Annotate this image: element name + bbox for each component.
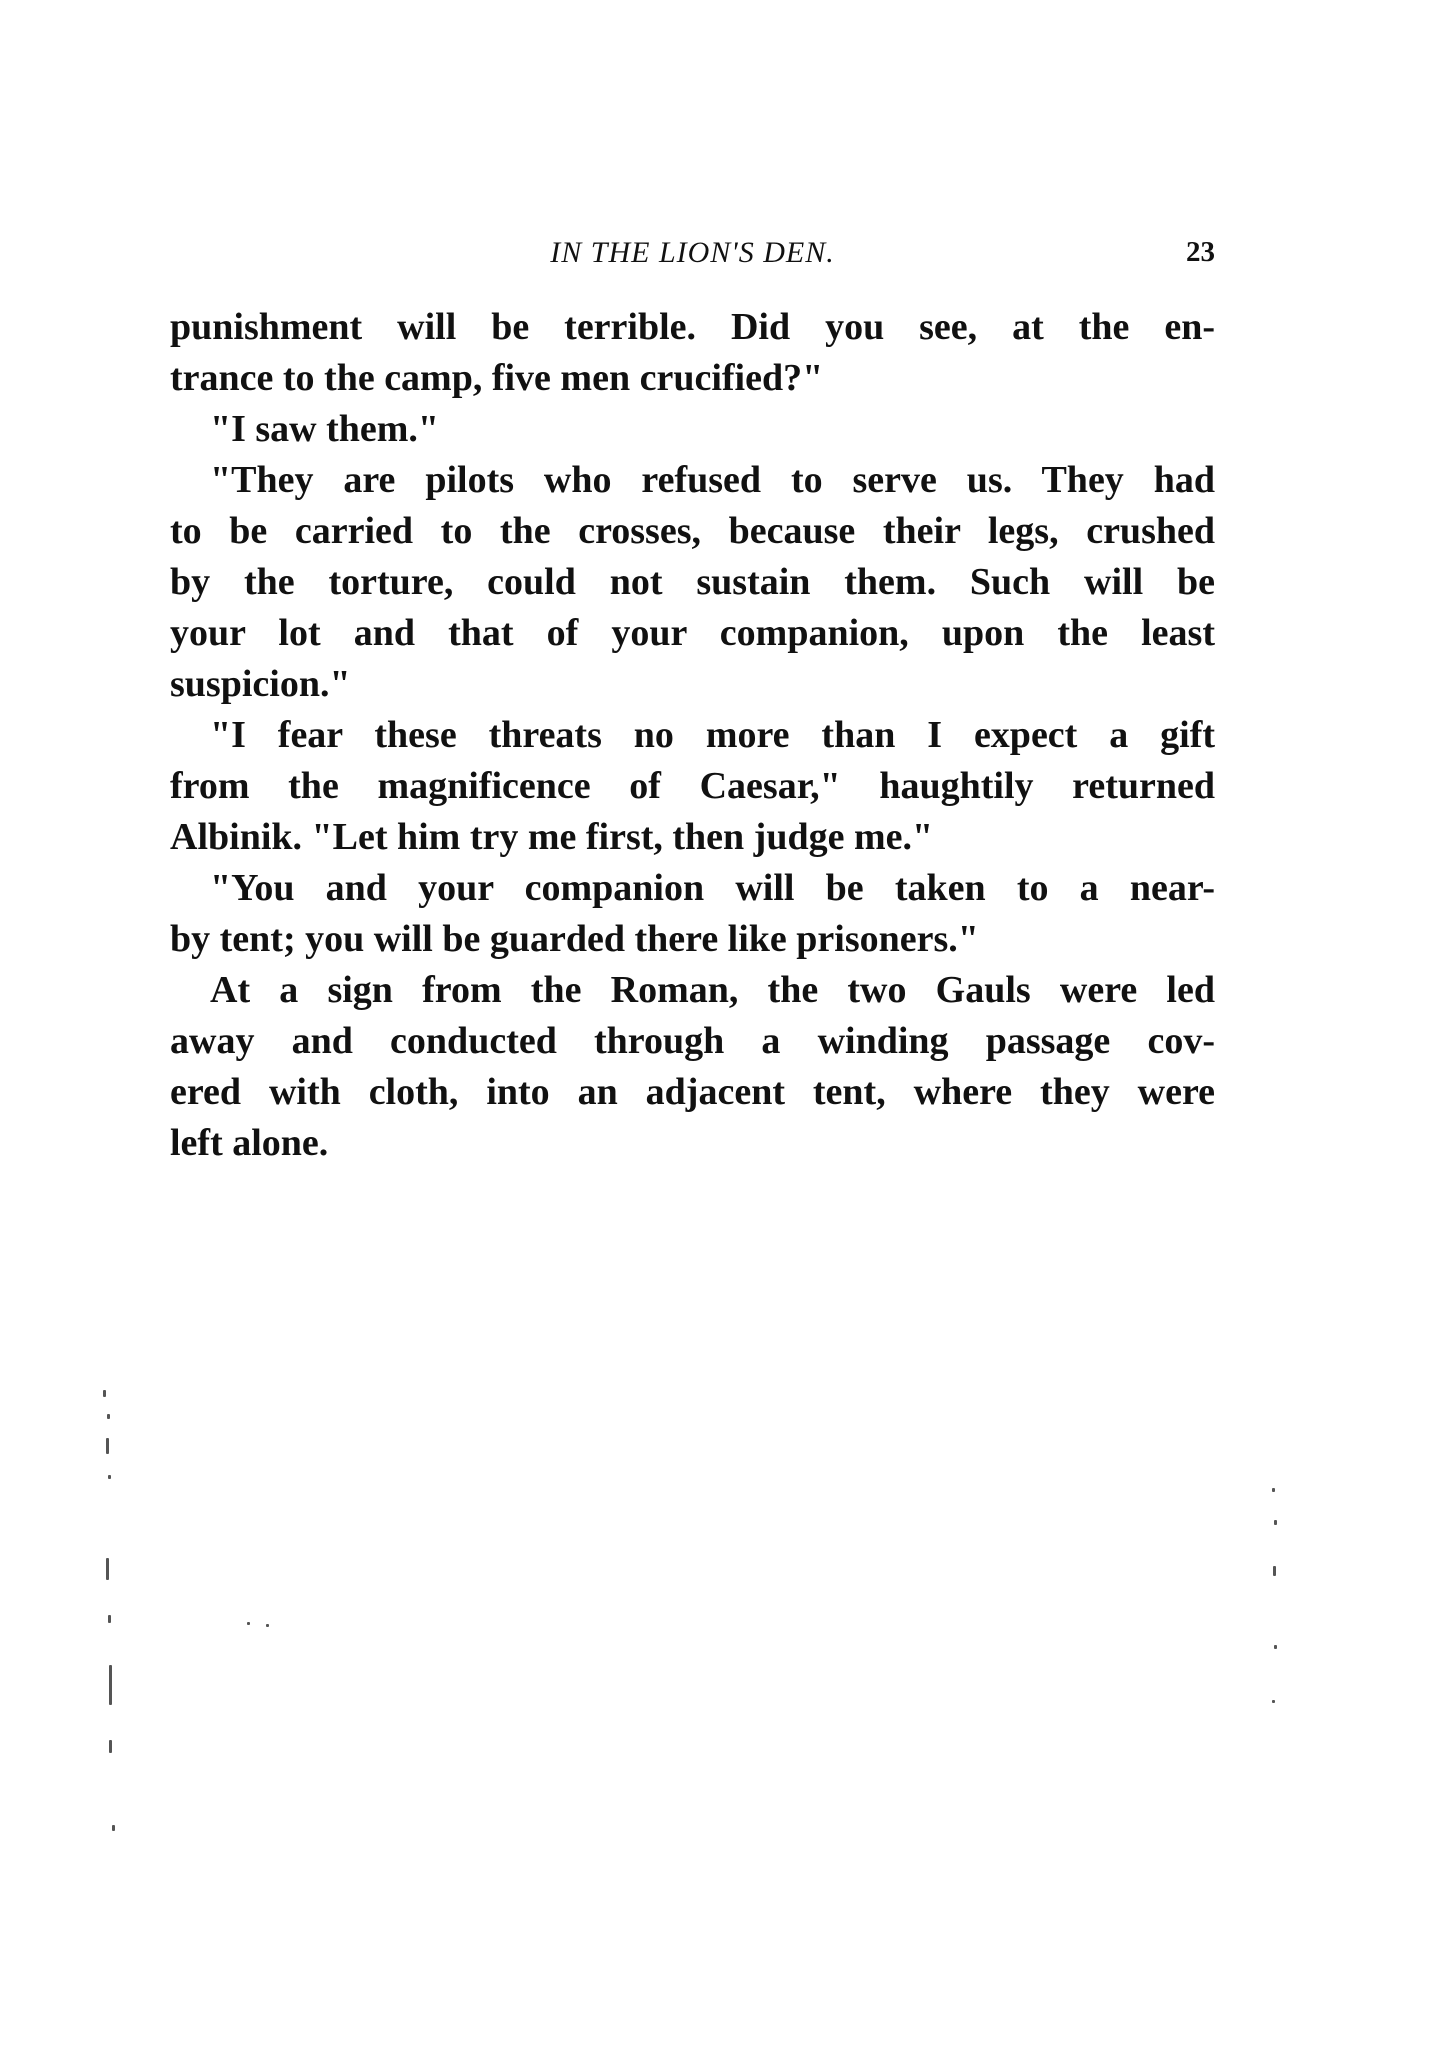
text-line: ered with cloth, into an adjacent tent, where they were bbox=[170, 1071, 1215, 1113]
scan-speck bbox=[107, 1414, 110, 1419]
scan-speck bbox=[109, 1665, 112, 1705]
text-line: "I saw them." bbox=[210, 408, 440, 450]
text-line: from the magnificence of Caesar," haughtily returned bbox=[170, 765, 1215, 807]
scan-speck bbox=[1272, 1700, 1275, 1703]
text-line: left alone. bbox=[170, 1122, 329, 1164]
scan-speck bbox=[266, 1624, 269, 1627]
text-line: away and conducted through a winding passage cov- bbox=[170, 1020, 1215, 1062]
text-line: punishment will be terrible. Did you see, at the en- bbox=[170, 306, 1215, 348]
body-text bbox=[170, 302, 1215, 1169]
scan-speck bbox=[103, 1390, 106, 1397]
scan-speck bbox=[247, 1622, 250, 1625]
running-head bbox=[170, 236, 1215, 280]
text-line: to be carried to the crosses, because their legs, crushed bbox=[170, 510, 1215, 552]
text-line: At a sign from the Roman, the two Gauls were led bbox=[210, 969, 1215, 1011]
text-line: "They are pilots who refused to serve us. They had bbox=[210, 459, 1215, 501]
scan-speck bbox=[1272, 1488, 1275, 1492]
scan-speck bbox=[106, 1558, 109, 1580]
text-line: "I fear these threats no more than I expect a gift bbox=[210, 714, 1215, 756]
text-line: "You and your companion will be taken to a near- bbox=[210, 867, 1215, 909]
text-line: suspicion." bbox=[170, 663, 351, 705]
running-title: IN THE LION'S DEN. bbox=[550, 236, 835, 269]
text-line: trance to the camp, five men crucified?" bbox=[170, 357, 824, 399]
text-line: your lot and that of your companion, upon the least bbox=[170, 612, 1215, 654]
scan-speck bbox=[1274, 1520, 1277, 1525]
text-line: by tent; you will be guarded there like prisoners." bbox=[170, 918, 979, 960]
page-number: 23 bbox=[1186, 236, 1215, 268]
scan-speck bbox=[112, 1825, 115, 1831]
text-line: by the torture, could not sustain them. Such will be bbox=[170, 561, 1215, 603]
scan-speck bbox=[108, 1475, 111, 1479]
scan-speck bbox=[1273, 1566, 1276, 1576]
scan-speck bbox=[109, 1740, 112, 1753]
scan-speck bbox=[1274, 1645, 1277, 1649]
text-line: Albinik. "Let him try me first, then judge me." bbox=[170, 816, 934, 858]
scan-speck bbox=[106, 1438, 109, 1454]
scan-speck bbox=[108, 1615, 111, 1623]
